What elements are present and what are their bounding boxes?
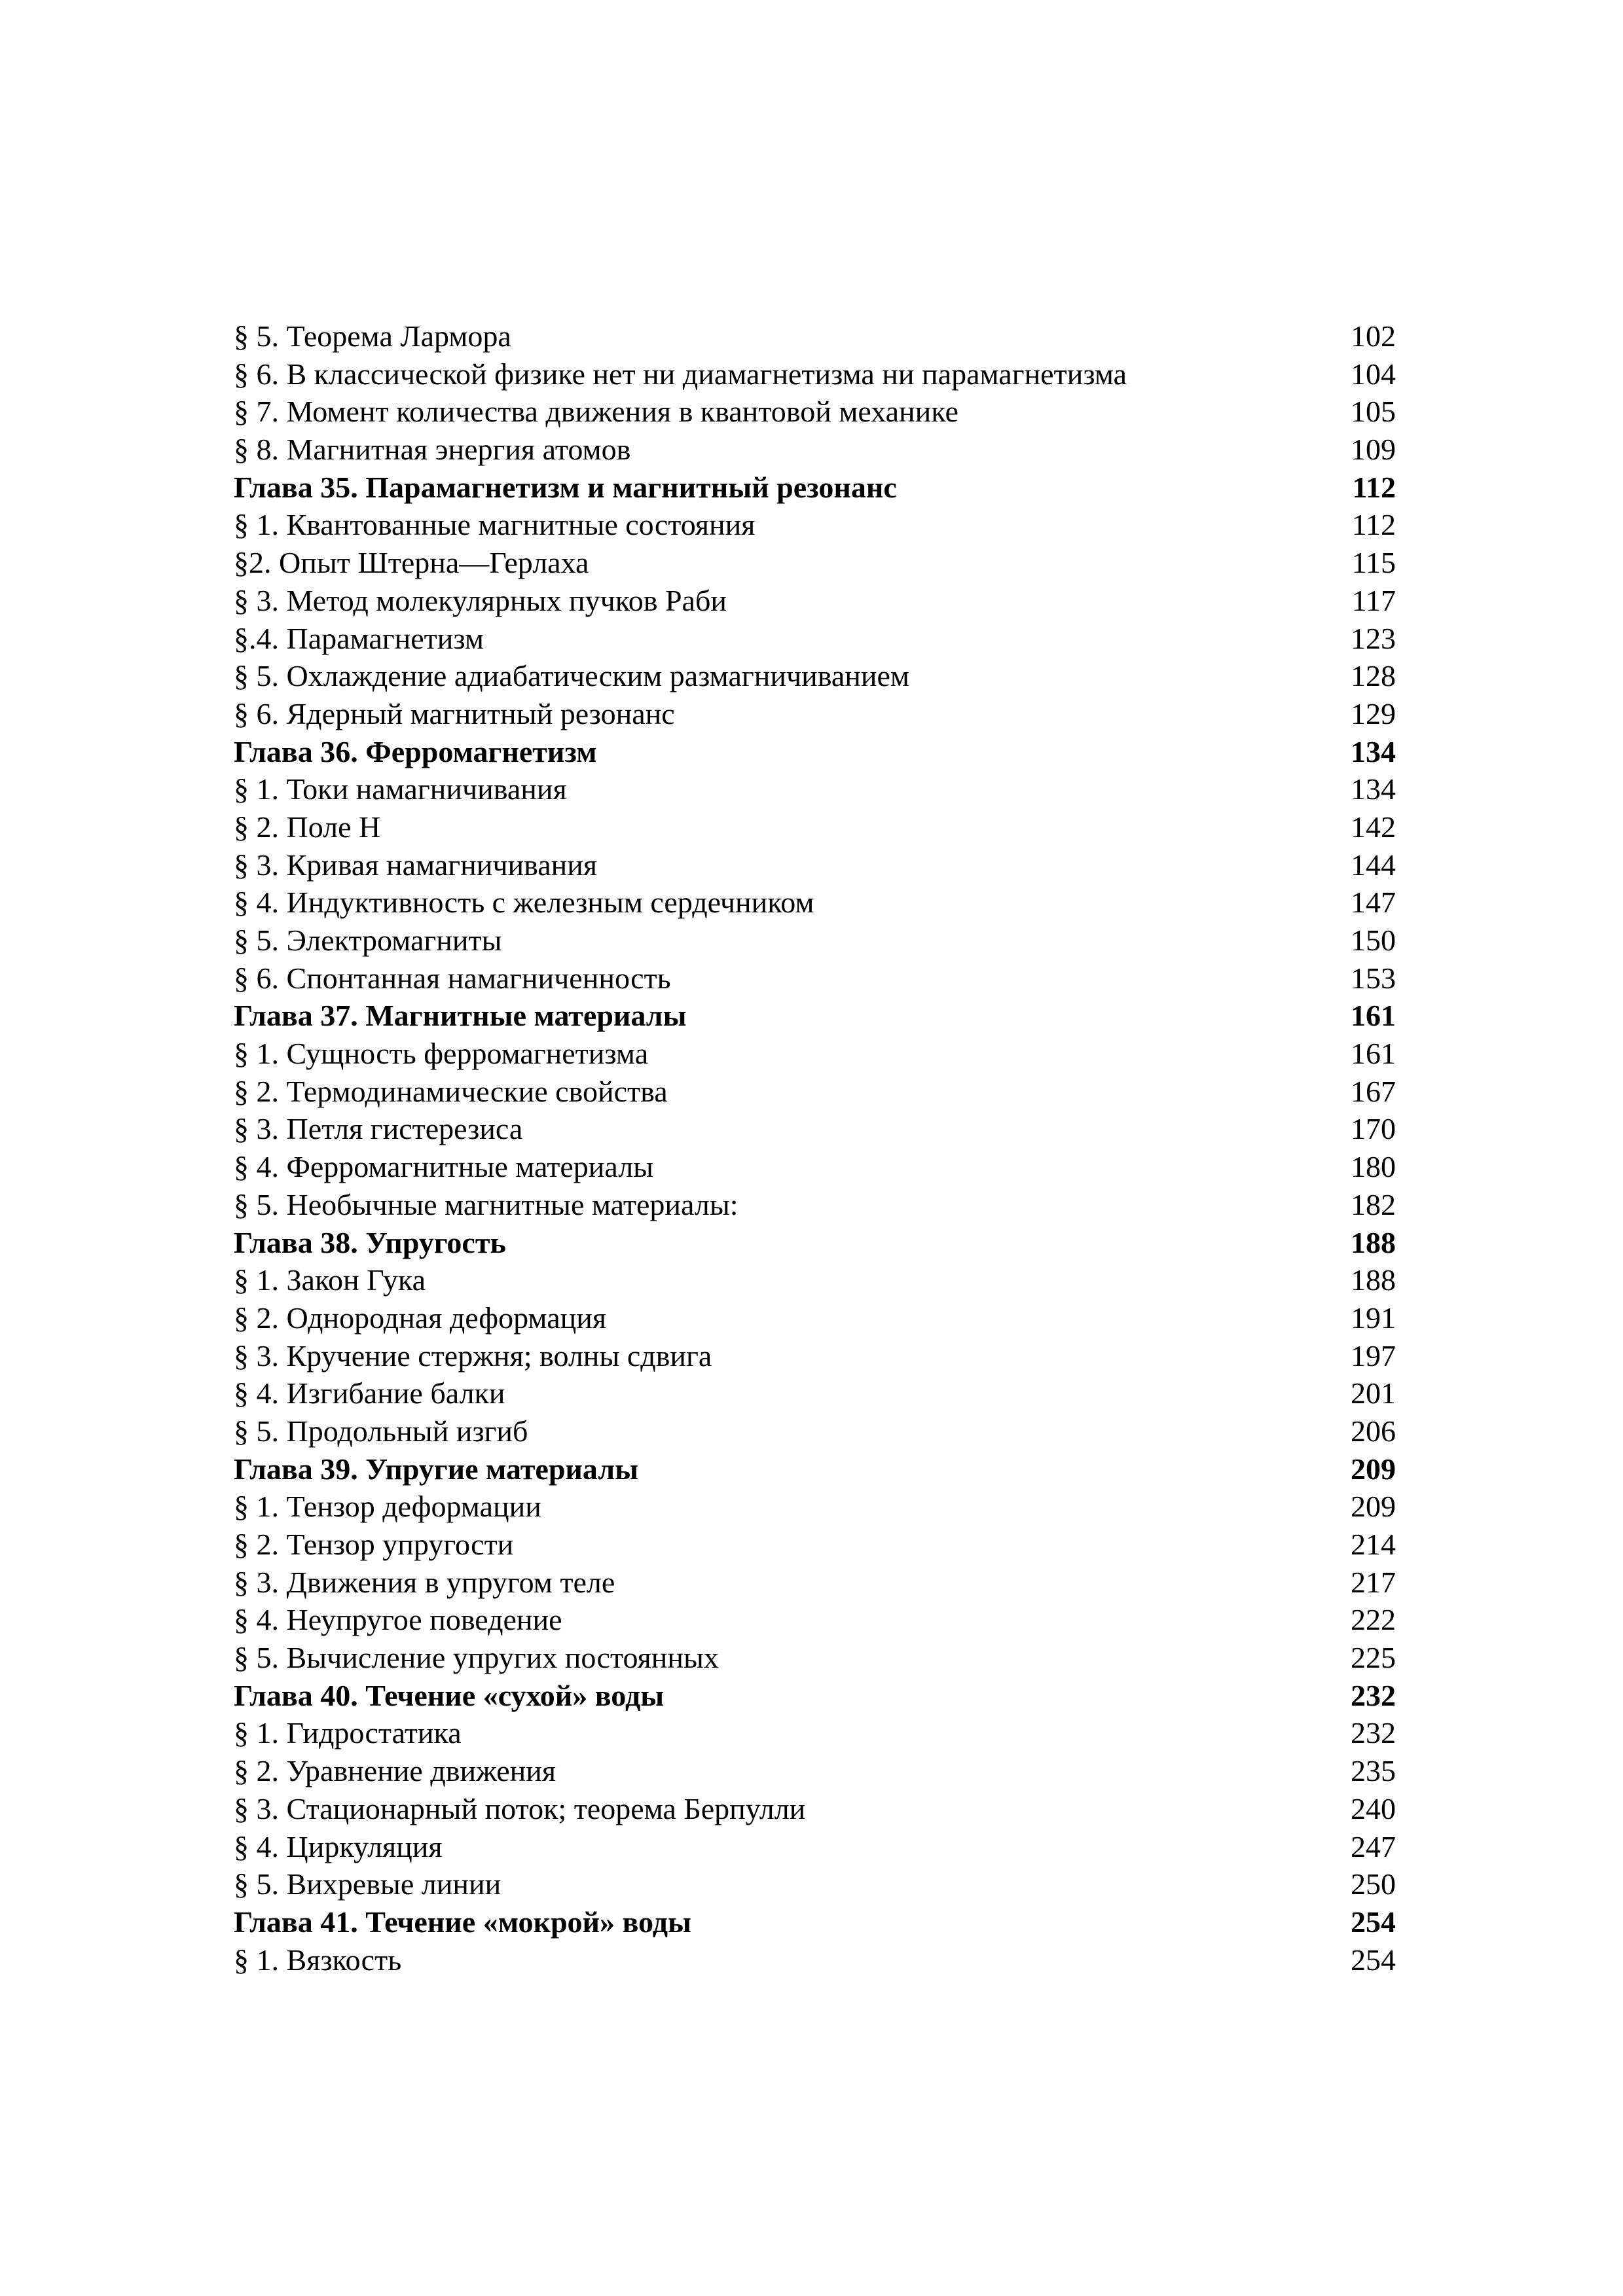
section-title: § 3. Метод молекулярных пучков Раби [234,583,727,617]
page-number: 167 [1351,1074,1396,1108]
section-title: § 1. Сущность ферромагнетизма [234,1037,649,1071]
section-title: § 1. Квантованные магнитные состояния [234,508,756,542]
page-number: 188 [1351,1225,1396,1259]
toc-chapter-row [234,1224,1396,1262]
section-title: § 2. Тензор упругости [234,1528,514,1561]
page-number: 150 [1351,924,1396,957]
section-title: § 1. Закон Гука [234,1263,426,1297]
toc-section-row [234,620,1396,658]
toc-section-row [234,431,1396,469]
section-title: §.4. Парамагнетизм [234,621,484,655]
toc-chapter-row [234,1903,1396,1941]
page-number: 232 [1351,1716,1396,1750]
toc-section-row [234,1412,1396,1450]
section-title: § 4. Индуктивность с железным сердечником [234,886,814,920]
toc-section-row [234,544,1396,582]
section-title: § 5. Охлаждение адиабатическим размагничиванием [234,659,910,693]
page-number: 104 [1351,357,1396,391]
page-number: 206 [1351,1414,1396,1448]
page-number: 112 [1352,470,1396,504]
toc-section-row [234,1148,1396,1186]
chapter-title: Глава 41. Течение «мокрой» воды [234,1905,691,1939]
toc-section-row [234,1601,1396,1639]
page-number: 217 [1351,1565,1396,1599]
page-number: 240 [1351,1791,1396,1825]
page-number: 105 [1351,395,1396,429]
toc-section-row [234,1941,1396,1979]
toc-section-row [234,1261,1396,1299]
toc-section-row [234,1186,1396,1224]
toc-section-row [234,1865,1396,1903]
section-title: § 6. Ядерный магнитный резонанс [234,696,675,730]
chapter-title: Глава 36. Ферромагнетизм [234,734,597,768]
page-number: 147 [1351,886,1396,920]
page-number: 115 [1351,546,1396,580]
toc-section-row [234,1488,1396,1526]
page-number: 209 [1351,1452,1396,1486]
toc-chapter-row [234,469,1396,507]
toc-section-row [234,1299,1396,1337]
section-title: § 1. Гидростатика [234,1716,462,1750]
page-number: 214 [1351,1528,1396,1561]
section-title: § 7. Момент количества движения в квантовой механике [234,395,958,429]
page-number: 250 [1351,1867,1396,1901]
chapter-title: Глава 37. Магнитные материалы [234,999,687,1033]
page-number: 134 [1351,772,1396,806]
toc-section-row [234,355,1396,393]
toc-section-row [234,1564,1396,1602]
section-title: § 3. Кривая намагничивания [234,848,598,882]
section-title: § 1. Токи намагничивания [234,772,567,806]
section-title: § 4. Изгибание балки [234,1376,505,1410]
page-number: 102 [1351,319,1396,353]
page-number: 128 [1351,659,1396,693]
page-number: 109 [1351,433,1396,467]
page-number: 170 [1351,1112,1396,1146]
page-number: 232 [1351,1678,1396,1712]
page-number: 117 [1351,583,1396,617]
section-title: § 3. Стационарный поток; теорема Берпулли [234,1791,806,1825]
section-title: § 3. Движения в упругом теле [234,1565,615,1599]
chapter-title: Глава 40. Течение «сухой» воды [234,1678,665,1712]
section-title: § 4. Ферромагнитные материалы [234,1150,654,1184]
toc-section-row [234,1374,1396,1412]
page-number: 153 [1351,961,1396,995]
section-title: § 5. Электромагниты [234,924,502,957]
toc-section-row [234,1337,1396,1375]
toc-section-row [234,808,1396,846]
page-number: 161 [1351,1037,1396,1071]
toc-chapter-row [234,997,1396,1035]
page-number: 191 [1351,1300,1396,1335]
section-title: § 5. Вихревые линии [234,1867,501,1901]
section-title: § 4. Неупругое поведение [234,1603,562,1637]
chapter-title: Глава 38. Упругость [234,1225,506,1259]
page-number: 180 [1351,1150,1396,1184]
page-number: 134 [1351,734,1396,768]
toc-section-row [234,884,1396,922]
section-title: § 6. Спонтанная намагниченность [234,961,671,995]
page-number: 197 [1351,1338,1396,1372]
page-number: 209 [1351,1490,1396,1524]
section-title: § 5. Теорема Лармора [234,319,511,353]
section-title: § 8. Магнитная энергия атомов [234,433,631,467]
page-number: 112 [1351,508,1396,542]
page-number: 222 [1351,1603,1396,1637]
toc-section-row [234,582,1396,620]
toc-section-row [234,1639,1396,1677]
toc-section-row [234,922,1396,960]
section-title: § 2. Термодинамические свойства [234,1074,668,1108]
page-number: 188 [1351,1263,1396,1297]
toc-chapter-row [234,733,1396,771]
toc-section-row [234,846,1396,884]
section-title: § 3. Кручение стержня; волны сдвига [234,1338,712,1372]
toc-section-row [234,657,1396,695]
toc-section-row [234,1714,1396,1752]
toc-chapter-row [234,1677,1396,1715]
section-title: § 2. Уравнение движения [234,1754,556,1788]
section-title: § 5. Вычисление упругих постоянных [234,1641,719,1675]
toc-chapter-row [234,1450,1396,1488]
toc-section-row [234,506,1396,544]
toc-section-row [234,1073,1396,1111]
toc-section-row [234,960,1396,997]
page-number: 201 [1351,1376,1396,1410]
section-title: § 1. Вязкость [234,1943,402,1977]
page-number: 142 [1351,810,1396,844]
page-number: 144 [1351,848,1396,882]
page-number: 225 [1351,1641,1396,1675]
section-title: § 2. Поле Н [234,810,381,844]
toc-section-row [234,1790,1396,1828]
page-number: 182 [1351,1187,1396,1221]
toc-section-row [234,695,1396,733]
toc-section-row [234,1752,1396,1790]
chapter-title: Глава 35. Парамагнетизм и магнитный резонанс [234,470,897,504]
toc-section-row [234,1526,1396,1564]
page-number: 254 [1351,1943,1396,1977]
section-title: § 6. В классической физике нет ни диамагнетизма ни парамагнетизма [234,357,1127,391]
section-title: § 4. Циркуляция [234,1829,443,1863]
toc-section-row [234,1828,1396,1866]
page-number: 161 [1351,999,1396,1033]
page-number: 254 [1351,1905,1396,1939]
toc-section-row [234,393,1396,431]
page-number: 123 [1351,621,1396,655]
toc-section-row [234,317,1396,355]
page-number: 129 [1351,696,1396,730]
section-title: §2. Опыт Штерна—Герлаха [234,546,589,580]
section-title: § 5. Необычные магнитные материалы: [234,1187,739,1221]
chapter-title: Глава 39. Упругие материалы [234,1452,639,1486]
page-number: 247 [1351,1829,1396,1863]
section-title: § 1. Тензор деформации [234,1490,541,1524]
section-title: § 3. Петля гистерезиса [234,1112,523,1146]
toc-section-row [234,770,1396,808]
section-title: § 5. Продольный изгиб [234,1414,528,1448]
section-title: § 2. Однородная деформация [234,1300,607,1335]
toc-section-row [234,1110,1396,1148]
table-of-contents [234,317,1396,1979]
page-number: 235 [1351,1754,1396,1788]
toc-section-row [234,1035,1396,1073]
